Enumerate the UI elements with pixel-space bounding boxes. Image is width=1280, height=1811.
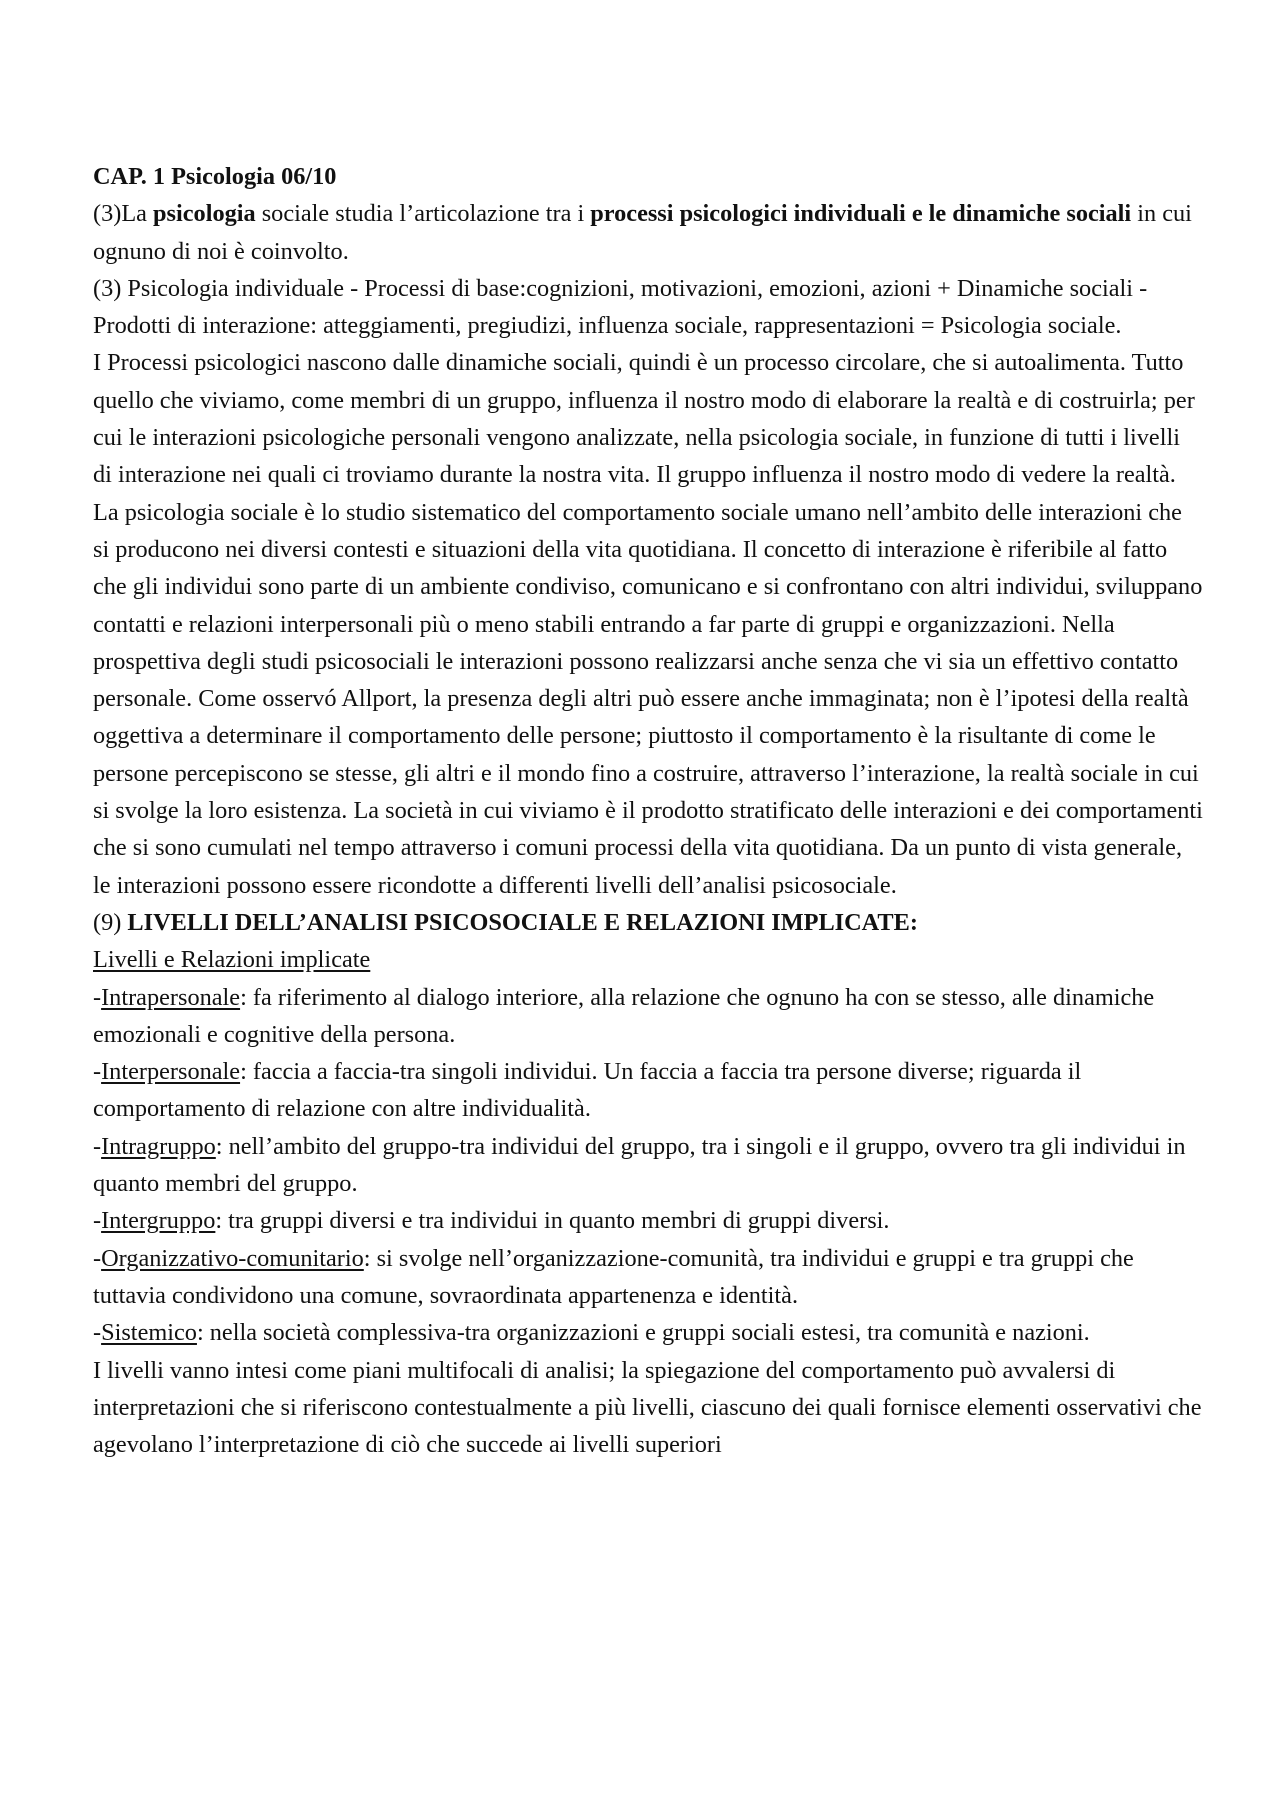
section-subheading: Livelli e Relazioni implicate [93,946,371,974]
document-page [93,158,1203,1463]
level-item: -Sistemico: nella società complessiva-tra organizzazioni e gruppi sociali estesi, tra comunità e nazioni. [93,1319,1090,1347]
formula-paragraph: (3) Psicologia individuale - Processi di base:cognizioni, motivazioni, emozioni, azioni + Dinamiche sociali - Prodotti di interazione: atteggiamenti, pregiudizi, influenza sociale, rappresentazioni = Psicologia sociale. [93,274,1148,340]
intro-paragraph: (3)La psicologia sociale studia l’articolazione tra i processi psicologici individuali e le dinamiche sociali in cui ognuno di noi è coinvolto. [93,200,1192,265]
level-item: -Intragruppo: nell’ambito del gruppo-tra individui del gruppo, tra i singoli e il gruppo, ovvero tra gli individui in quanto membri del gruppo. [93,1132,1186,1198]
level-item: -Intergruppo: tra gruppi diversi e tra individui in quanto membri di gruppi diversi. [93,1207,890,1235]
paragraph-definizione: La psicologia sociale è lo studio sistematico del comportamento sociale umano nell’ambito delle interazioni che si producono nei diversi contesti e situazioni della vita quotidiana. Il concetto di interazione è riferibile al fatto che gli individui sono parte di un ambiente condiviso, comunicano e si confrontano con altri individui, sviluppano contatti e relazioni interpersonali più o meno stabili entrando a far parte di gruppi e organizzazioni. Nella prospettiva degli studi psicosociali le interazioni possono realizzarsi anche senza che vi sia un effettivo contatto personale. Come osservó Allport, la presenza degli altri può essere anche immaginata; non è l’ipotesi della realtà oggettiva a determinare il comportamento delle persone; piuttosto il comportamento è la risultante di come le persone percepiscono se stesse, gli altri e il mondo fino a costruire, attraverso l’interazione, la realtà sociale in cui si svolge la loro esistenza. La società in cui viviamo è il prodotto stratificato delle interazioni e dei comportamenti che si sono cumulati nel tempo attraverso i comuni processi della vita quotidiana. Da un punto di vista generale, le interazioni possono essere ricondotte a differenti livelli dell’analisi psicosociale. [93,498,1203,899]
section-heading: (9) LIVELLI DELL’ANALISI PSICOSOCIALE E RELAZIONI IMPLICATE: [93,908,918,936]
level-item: -Intrapersonale: fa riferimento al dialogo interiore, alla relazione che ognuno ha con se stesso, alle dinamiche emozionali e cognitive della persona. [93,983,1155,1048]
document-title: CAP. 1 Psicologia 06/10 [93,163,337,190]
paragraph-processi: I Processi psicologici nascono dalle dinamiche sociali, quindi è un processo circolare, che si autoalimenta. Tutto quello che viviamo, come membri di un gruppo, influenza il nostro modo di elaborare la realtà e di costruirla; per cui le interazioni psicologiche personali vengono analizzate, nella psicologia sociale, in funzione di tutti i livelli di interazione nei quali ci troviamo durante la nostra vita. Il gruppo influenza il nostro modo di vedere la realtà. [93,349,1195,489]
level-item: -Organizzativo-comunitario: si svolge nell’organizzazione-comunità, tra individui e gruppi e tra gruppi che tuttavia condividono una comune, sovraordinata appartenenza e identità. [93,1244,1134,1309]
level-item: -Interpersonale: faccia a faccia-tra singoli individui. Un faccia a faccia tra persone diverse; riguarda il comportamento di relazione con altre individualità. [93,1058,1082,1123]
paragraph-livelli: I livelli vanno intesi come piani multifocali di analisi; la spiegazione del comportamento può avvalersi di interpretazioni che si riferiscono contestualmente a più livelli, ciascuno dei quali fornisce elementi osservativi che agevolano l’interpretazione di ciò che succede ai livelli superiori [93,1356,1202,1459]
